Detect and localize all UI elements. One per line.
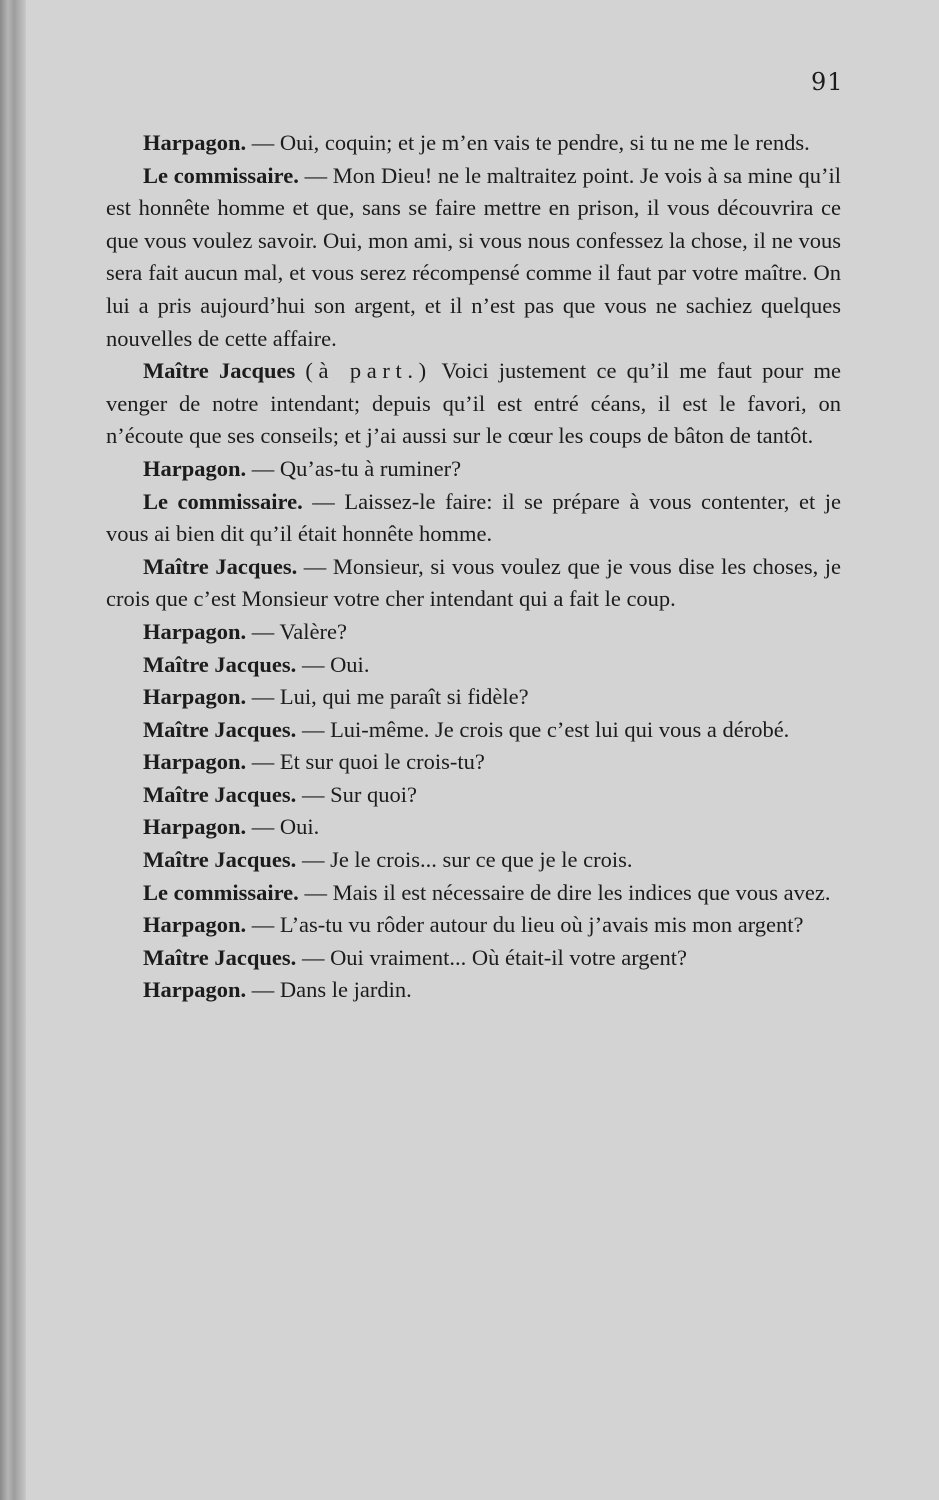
dash: —	[302, 488, 345, 514]
speaker-name: Harpagon.	[143, 814, 247, 840]
speech: L’as-tu vu rôder autour du lieu où j’avais mis mon argent?	[279, 912, 804, 938]
speech: Mon Dieu! ne le maltraitez point. Je vois à sa mine qu’il est honnête homme et que, sans se faire mettre en prison, il vous découvrira ce que vous voulez savoir. Oui, mon ami, si vous nous confessez la chose, il ne vous sera fait aucun mal, et vous serez récompensé comme il faut par votre maître. On lui a pris aujourd’hui son argent, et il n’est pas que vous ne sachiez quelques nouvelles de cette affaire.	[106, 162, 841, 351]
dialogue-line	[106, 779, 841, 812]
speech: Je le crois... sur ce que je le crois.	[330, 847, 633, 873]
dash: —	[296, 716, 331, 742]
speaker-name: Maître Jacques.	[143, 716, 297, 742]
dialogue-line	[106, 681, 841, 714]
dash: —	[298, 879, 333, 905]
speech: Valère?	[279, 618, 347, 644]
speaker-name: Harpagon.	[143, 977, 247, 1003]
dash: —	[296, 944, 331, 970]
speaker-name: Harpagon.	[143, 618, 247, 644]
dialogue-line	[106, 844, 841, 877]
dash: —	[296, 847, 331, 873]
dialogue-line	[106, 160, 841, 356]
speaker-name: Harpagon.	[143, 749, 247, 775]
dash: —	[296, 781, 331, 807]
book-spine-edge	[0, 0, 26, 1500]
dialogue-text	[106, 127, 841, 1007]
speaker-name: Maître Jacques	[143, 358, 296, 384]
speaker-name: Le commissaire.	[143, 488, 303, 514]
dialogue-line	[106, 453, 841, 486]
dialogue-line	[106, 551, 841, 616]
speech: Laissez-le faire: il se prépare à vous contenter, et je vous ai bien dit qu’il était honnête homme.	[106, 488, 841, 547]
dash: —	[246, 455, 280, 481]
speech: Qu’as-tu à ruminer?	[279, 455, 462, 481]
stage-direction: (à part.)	[305, 358, 432, 384]
dialogue-line	[106, 942, 841, 975]
dash: —	[246, 912, 280, 938]
speech: Oui.	[330, 651, 370, 677]
speech: Voici justement ce qu’il me faut pour me venger de notre intendant; depuis qu’il est entré céans, il est le favori, on n’écoute que ses conseils; et j’ai aussi sur le cœur les coups de bâton de tantôt.	[106, 358, 841, 449]
speaker-name: Maître Jacques.	[143, 944, 297, 970]
speech: Lui-même. Je crois que c’est lui qui vous a dérobé.	[330, 716, 790, 742]
speaker-name: Maître Jacques.	[143, 553, 298, 579]
dialogue-line	[106, 649, 841, 682]
speaker-name: Le commissaire.	[143, 879, 299, 905]
speech: Monsieur, si vous voulez que je vous dise les choses, je crois que c’est Monsieur votre cher intendant qui a fait le coup.	[106, 553, 842, 612]
dash	[295, 358, 305, 383]
book-page	[26, 0, 939, 1500]
speech: Dans le jardin.	[279, 977, 412, 1003]
speaker-name: Maître Jacques.	[143, 781, 297, 807]
speech: Mais il est nécessaire de dire les indices que vous avez.	[332, 879, 831, 905]
dialogue-line	[106, 714, 841, 747]
speaker-name: Harpagon.	[143, 130, 247, 155]
dash: —	[246, 684, 280, 710]
dialogue-line	[106, 811, 841, 844]
speaker-name: Harpagon.	[143, 455, 247, 481]
speech: Oui, coquin; et je m’en vais te pendre, si tu ne me le rends.	[279, 130, 810, 155]
dialogue-line	[106, 974, 841, 1007]
dialogue-line	[106, 486, 841, 551]
speaker-name: Maître Jacques.	[143, 847, 297, 873]
dash: —	[246, 618, 280, 644]
dialogue-line	[106, 746, 841, 779]
speech: Oui.	[279, 814, 320, 840]
speaker-name: Maître Jacques.	[143, 651, 297, 677]
dialogue-line	[106, 877, 841, 910]
page-number: 91	[811, 68, 844, 96]
speaker-name: Le commissaire.	[143, 162, 299, 188]
dialogue-line	[106, 127, 841, 160]
speaker-name: Harpagon.	[143, 912, 247, 938]
speaker-name: Harpagon.	[143, 684, 247, 710]
dash: —	[296, 651, 331, 677]
speech: Oui vraiment... Où était-il votre argent?	[330, 944, 688, 970]
speech: Lui, qui me paraît si fidèle?	[279, 684, 529, 710]
dialogue-line	[106, 909, 841, 942]
dialogue-line	[106, 616, 841, 649]
dash: —	[297, 553, 333, 579]
dash: —	[246, 814, 280, 840]
speech: Et sur quoi le crois-tu?	[279, 749, 485, 775]
dash: —	[298, 162, 333, 188]
dash: —	[246, 130, 280, 155]
dialogue-line	[106, 355, 841, 453]
dash: —	[246, 977, 280, 1003]
speech: Sur quoi?	[330, 781, 417, 807]
dash: —	[246, 749, 280, 775]
